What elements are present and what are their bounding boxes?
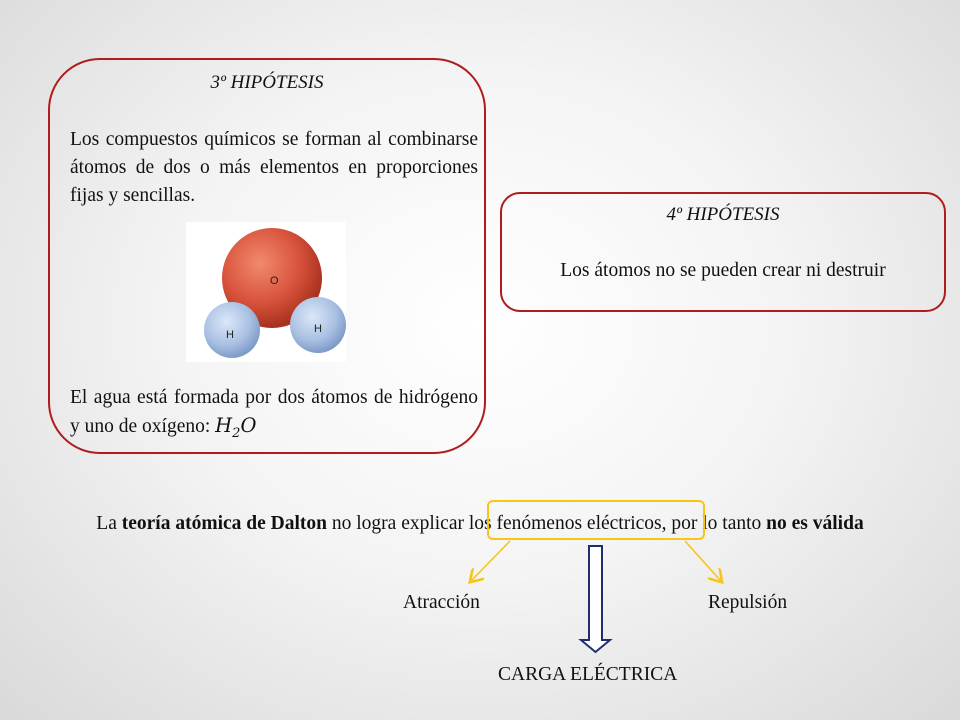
arrow-to-repulsion <box>685 541 720 580</box>
hypothesis-4-text: Los átomos no se pueden crear ni destruir <box>560 260 886 281</box>
conclusion-bold1: teoría atómica de Dalton <box>121 513 327 534</box>
arrow-to-attraction <box>472 541 510 580</box>
hypothesis-3-paragraph: Los compuestos químicos se forman al combinarse átomos de dos o más elementos en proporciones fijas y sencillas. <box>70 129 478 206</box>
hypothesis-3-heading: 3º HIPÓTESIS <box>210 72 324 93</box>
conclusion-part2: no logra explicar los fenómenos eléctricos, por lo tanto <box>327 513 767 534</box>
formula-tail: O <box>240 414 257 437</box>
repulsion-label: Repulsión <box>708 592 788 613</box>
formula-base: H <box>215 414 233 437</box>
oxygen-label: O <box>270 275 279 287</box>
electric-charge-label: CARGA ELÉCTRICA <box>498 664 678 685</box>
down-arrow-to-charge <box>581 546 610 652</box>
hydrogen-label-left: H <box>226 329 234 341</box>
conclusion-part1: La <box>96 513 122 534</box>
attraction-label: Atracción <box>403 592 480 613</box>
hypothesis-4-heading: 4º HIPÓTESIS <box>666 204 780 225</box>
example-text: El agua está formada por dos átomos de hidrógeno y uno de oxígeno: <box>70 387 478 437</box>
formula-sub: 2 <box>232 425 241 441</box>
hydrogen-label-right: H <box>314 323 322 335</box>
conclusion-bold2: no es válida <box>766 513 864 534</box>
